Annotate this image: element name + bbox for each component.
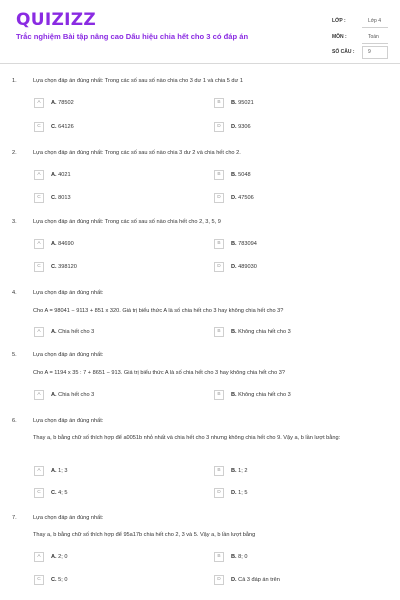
option-label-box: A bbox=[34, 552, 44, 562]
option-letter: C. bbox=[51, 489, 57, 496]
option-label-box: D bbox=[214, 193, 224, 203]
option-letter: A. bbox=[51, 391, 57, 398]
question-number: 5. bbox=[12, 352, 17, 358]
option-letter: A. bbox=[51, 467, 57, 474]
option-letter: D. bbox=[231, 576, 237, 583]
option-text: 4; 5 bbox=[58, 489, 68, 496]
subject-field bbox=[332, 30, 388, 44]
option-text: Không chia hết cho 3 bbox=[238, 391, 291, 398]
option-letter: D. bbox=[231, 194, 237, 201]
option-text: 64126 bbox=[58, 123, 74, 130]
option-letter: A. bbox=[51, 171, 57, 178]
option-label-box: C bbox=[34, 575, 44, 585]
class-label: LỚP : bbox=[332, 18, 346, 24]
option-label-box: B bbox=[214, 552, 224, 562]
option-letter: C. bbox=[51, 576, 57, 583]
question-detail: Cho A = 1194 x 35 : 7 + 8651 − 913. Giá trị biểu thức A là số chia hết cho 3 hay không chia hết cho 3? bbox=[33, 370, 285, 376]
question-number: 7. bbox=[12, 515, 17, 521]
option-text: 783094 bbox=[238, 240, 257, 247]
option-letter: B. bbox=[231, 171, 237, 178]
option-label-box: B bbox=[214, 98, 224, 108]
subject-label: MÔN : bbox=[332, 34, 347, 40]
question-text: Lựa chọn đáp án đúng nhất: Trong các số sau số nào chia 3 dư 2 và chia hết cho 2. bbox=[33, 150, 241, 156]
option-text: 4021 bbox=[58, 171, 71, 178]
option-label-box: D bbox=[214, 575, 224, 585]
subject-value: Toán bbox=[368, 34, 379, 40]
question-count-label: SỐ CÂU : bbox=[332, 49, 355, 55]
option-text: 1; 2 bbox=[238, 467, 248, 474]
option-label-box: A bbox=[34, 170, 44, 180]
divider bbox=[362, 27, 388, 28]
option-text: Cả 3 đáp án trên bbox=[238, 576, 280, 583]
question-count-box bbox=[362, 46, 388, 59]
option-letter: D. bbox=[231, 263, 237, 270]
option-letter: A. bbox=[51, 328, 57, 335]
option-label-box: D bbox=[214, 262, 224, 272]
option-letter: A. bbox=[51, 99, 57, 106]
option-text: 78502 bbox=[58, 99, 74, 106]
option-text: 8013 bbox=[58, 194, 71, 201]
question-detail: Thay a, b bằng chữ số thích hợp để a0051b nhỏ nhất và chia hết cho 3 nhưng không chia hết cho 9. Vậy a, b lần lượt bằng: bbox=[33, 435, 341, 441]
option-text: 489030 bbox=[238, 263, 257, 270]
question-number: 1. bbox=[12, 78, 17, 84]
option-label-box: A bbox=[34, 327, 44, 337]
option-label-box: B bbox=[214, 239, 224, 249]
option-label-box: A bbox=[34, 466, 44, 476]
option-letter: C. bbox=[51, 263, 57, 270]
option-text: 1; 3 bbox=[58, 467, 68, 474]
option-letter: B. bbox=[231, 99, 237, 106]
option-letter: C. bbox=[51, 123, 57, 130]
quizizz-logo: QUIZIZZ bbox=[16, 10, 96, 30]
question-text: Lựa chọn đáp án đúng nhất: bbox=[33, 418, 104, 424]
option-text: 5; 0 bbox=[58, 576, 68, 583]
option-letter: D. bbox=[231, 489, 237, 496]
option-text: Chia hết cho 3 bbox=[58, 391, 95, 398]
page-title: Trắc nghiệm Bài tập nâng cao Dấu hiệu chia hết cho 3 có đáp án bbox=[16, 32, 249, 41]
option-text: 9306 bbox=[238, 123, 251, 130]
option-label-box: A bbox=[34, 390, 44, 400]
option-label-box: C bbox=[34, 262, 44, 272]
option-text: Không chia hết cho 3 bbox=[238, 328, 291, 335]
option-text: 47506 bbox=[238, 194, 254, 201]
option-label-box: B bbox=[214, 390, 224, 400]
option-text: 1; 5 bbox=[238, 489, 248, 496]
option-label-box: C bbox=[34, 193, 44, 203]
option-letter: C. bbox=[51, 194, 57, 201]
class-value: Lớp 4 bbox=[368, 18, 382, 24]
option-text: Chia hết cho 3 bbox=[58, 328, 95, 335]
option-label-box: C bbox=[34, 488, 44, 498]
question-number: 2. bbox=[12, 150, 17, 156]
option-letter: B. bbox=[231, 328, 237, 335]
option-label-box: B bbox=[214, 170, 224, 180]
option-label-box: A bbox=[34, 98, 44, 108]
question-count-field bbox=[332, 45, 388, 59]
option-letter: D. bbox=[231, 123, 237, 130]
option-letter: A. bbox=[51, 240, 57, 247]
option-text: 2; 0 bbox=[58, 553, 68, 560]
option-text: 398120 bbox=[58, 263, 77, 270]
question-text: Lựa chọn đáp án đúng nhất: Trong các số sau số nào chia cho 3 dư 1 và chia 5 dư 1 bbox=[33, 78, 243, 84]
class-field bbox=[332, 14, 388, 28]
option-label-box: C bbox=[34, 122, 44, 132]
option-text: 95021 bbox=[238, 99, 254, 106]
question-text: Lựa chọn đáp án đúng nhất: bbox=[33, 515, 104, 521]
question-number: 6. bbox=[12, 418, 17, 424]
option-letter: B. bbox=[231, 240, 237, 247]
option-label-box: B bbox=[214, 466, 224, 476]
page-header bbox=[0, 0, 400, 64]
option-letter: B. bbox=[231, 391, 237, 398]
option-text: 8; 0 bbox=[238, 553, 248, 560]
option-text: 84690 bbox=[58, 240, 74, 247]
question-detail: Thay a, b bằng chữ số thích hợp để 95a17b chia hết cho 2, 3 và 5. Vậy a, b lần lượt bằng bbox=[33, 532, 256, 538]
question-text: Lựa chọn đáp án đúng nhất: bbox=[33, 352, 104, 358]
option-letter: B. bbox=[231, 553, 237, 560]
question-number: 3. bbox=[12, 219, 17, 225]
option-label-box: D bbox=[214, 488, 224, 498]
divider bbox=[362, 43, 388, 44]
option-letter: A. bbox=[51, 553, 57, 560]
question-text: Lựa chọn đáp án đúng nhất: Trong các số sau số nào chia hết cho 2, 3, 5, 9 bbox=[33, 219, 221, 225]
question-count-value: 9 bbox=[368, 49, 371, 55]
question-number: 4. bbox=[12, 290, 17, 296]
option-label-box: D bbox=[214, 122, 224, 132]
option-letter: B. bbox=[231, 467, 237, 474]
question-text: Lựa chọn đáp án đúng nhất: bbox=[33, 290, 104, 296]
option-label-box: B bbox=[214, 327, 224, 337]
option-text: 5048 bbox=[238, 171, 251, 178]
question-detail: Cho A = 98041 − 9113 + 851 x 320. Giá trị biểu thức A là số chia hết cho 3 hay không chia hết cho 3? bbox=[33, 308, 284, 314]
option-label-box: A bbox=[34, 239, 44, 249]
